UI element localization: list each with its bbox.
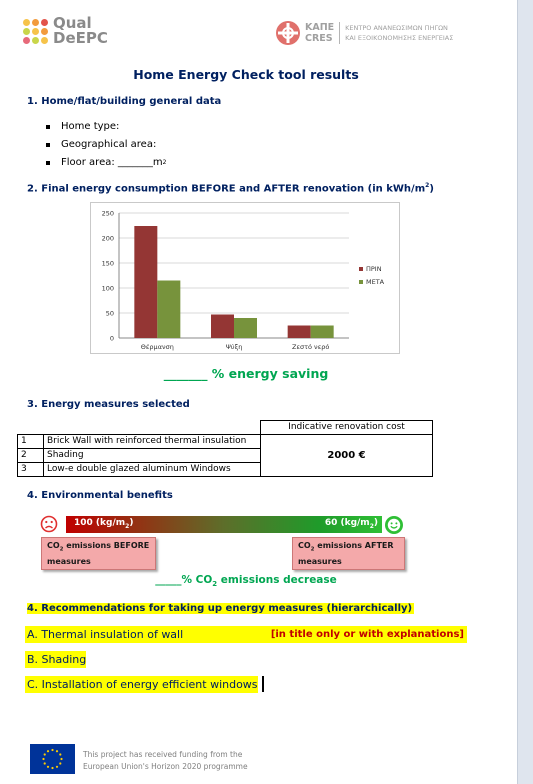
list-item-home-type bbox=[46, 118, 166, 136]
eu-star-icon bbox=[56, 766, 58, 768]
section-4-title: 4. Environmental benefits bbox=[27, 490, 173, 501]
cost-header: Indicative renovation cost bbox=[261, 421, 433, 435]
floor-area-label: Floor area: _______m bbox=[61, 157, 163, 168]
measure-num: 1 bbox=[18, 435, 44, 449]
cres-mark-icon bbox=[275, 20, 301, 46]
y-tick-label: 100 bbox=[101, 284, 114, 293]
y-tick-label: 50 bbox=[105, 309, 114, 318]
energy-saving-text: _______ % energy saving bbox=[163, 366, 329, 381]
eu-star-icon bbox=[47, 766, 49, 768]
y-tick-label: 150 bbox=[101, 259, 114, 268]
x-tick-label: Θέρμανση bbox=[140, 343, 174, 351]
bar-ΠΡΙΝ-1 bbox=[134, 226, 157, 338]
section-2-title-close: ) bbox=[429, 183, 434, 195]
eu-flag-icon bbox=[30, 744, 75, 774]
logo-dot bbox=[23, 37, 30, 44]
logo-dot bbox=[41, 28, 48, 35]
measure-num: 2 bbox=[18, 449, 44, 463]
co2-before-sub: 2 bbox=[59, 546, 64, 553]
y-tick-label: 200 bbox=[101, 234, 114, 243]
funding-line-1: This project has received funding from the bbox=[83, 750, 243, 759]
logo-wordmark bbox=[53, 16, 108, 46]
recommendation-item-c[interactable] bbox=[25, 676, 258, 693]
geo-area-label: Geographical area: bbox=[61, 139, 157, 150]
logo-line-2: DeEPC bbox=[53, 29, 108, 47]
funding-statement bbox=[83, 749, 273, 773]
legend-swatch bbox=[359, 280, 363, 284]
happy-face-icon bbox=[384, 515, 404, 535]
bullet-icon bbox=[46, 125, 50, 129]
general-data-list bbox=[46, 118, 166, 172]
page-title: Home Energy Check tool results bbox=[133, 67, 359, 82]
bar-ΜΕΤΑ-1 bbox=[157, 281, 180, 339]
eu-star-icon bbox=[60, 758, 62, 760]
table-header-empty bbox=[18, 421, 261, 435]
after-value-close: ) bbox=[373, 518, 378, 528]
logo-dot bbox=[23, 28, 30, 35]
bar-ΜΕΤΑ-2 bbox=[234, 318, 257, 338]
recommendation-a-text: A. Thermal insulation of wall bbox=[27, 628, 184, 641]
x-tick-label: Ψύξη bbox=[225, 343, 243, 351]
qualdeepc-logo bbox=[23, 16, 108, 46]
logo-dot bbox=[23, 19, 30, 26]
co2-before-box bbox=[41, 537, 156, 570]
logo-dot bbox=[41, 37, 48, 44]
recommendation-c-text: C. Installation of energy efficient windows bbox=[27, 678, 258, 691]
logo-line-1: Qual bbox=[53, 14, 92, 32]
section-3-title: 3. Energy measures selected bbox=[27, 399, 190, 410]
measure-label: Brick Wall with reinforced thermal insulation bbox=[44, 435, 261, 449]
logo-dot bbox=[32, 37, 39, 44]
section-2-title-text: 2. Final energy consumption BEFORE and AFTER renovation (in kWh/m bbox=[27, 183, 426, 195]
cres-logo bbox=[275, 20, 453, 46]
logo-divider bbox=[339, 22, 340, 44]
measure-num: 3 bbox=[18, 463, 44, 477]
cres-desc-line-1: ΚΕΝΤΡΟ ΑΝΑΝΕΩΣΙΜΩΝ ΠΗΓΩΝ bbox=[345, 24, 448, 32]
logo-dot bbox=[32, 28, 39, 35]
co2-before-prefix: CO bbox=[47, 541, 60, 550]
window-scroll-margin bbox=[517, 0, 533, 784]
after-value-text: 60 (kg/m bbox=[324, 518, 370, 528]
eu-flag-background bbox=[30, 744, 75, 774]
text-cursor bbox=[262, 676, 264, 692]
bullet-icon bbox=[46, 161, 50, 165]
co2-decrease-suffix: emissions decrease bbox=[217, 574, 337, 586]
bar-ΠΡΙΝ-2 bbox=[211, 315, 234, 339]
eu-star-icon bbox=[59, 762, 61, 764]
eu-star-icon bbox=[59, 753, 61, 755]
energy-chart-svg bbox=[91, 203, 401, 355]
cost-value: 2000 € bbox=[261, 435, 433, 477]
recommendation-b-text: B. Shading bbox=[27, 653, 87, 666]
cres-desc-line-2: ΚΑΙ ΕΞΟΙΚΟΝΟΜΗΣΗΣ ΕΝΕΡΓΕΙΑΣ bbox=[345, 34, 454, 42]
measure-label: Low-e double glazed aluminum Windows bbox=[44, 463, 261, 477]
eu-star-icon bbox=[47, 750, 49, 752]
recommendation-item-b[interactable] bbox=[25, 651, 86, 668]
section-2-title-sup: 2 bbox=[425, 182, 430, 189]
legend-swatch bbox=[359, 267, 363, 271]
legend-label: ΜΕΤΑ bbox=[366, 278, 385, 286]
logo-dot bbox=[32, 19, 39, 26]
y-tick-label: 0 bbox=[109, 334, 114, 343]
co2-after-prefix: CO bbox=[298, 541, 311, 550]
table-row bbox=[18, 435, 433, 449]
eu-star-icon bbox=[44, 753, 46, 755]
after-emissions-value bbox=[325, 518, 378, 530]
co2-after-text: emissions AFTER measures bbox=[298, 541, 394, 566]
logo-dot bbox=[41, 19, 48, 26]
section-1-title: 1. Home/flat/building general data bbox=[27, 96, 222, 107]
eu-star-icon bbox=[51, 767, 53, 769]
emissions-gradient-bar bbox=[66, 516, 382, 533]
cres-description bbox=[345, 23, 453, 43]
energy-chart bbox=[90, 202, 400, 354]
co2-after-box bbox=[292, 537, 405, 570]
measure-label: Shading bbox=[44, 449, 261, 463]
x-tick-label: Ζεστό νερό bbox=[292, 343, 330, 351]
floor-area-unit-sup: 2 bbox=[162, 159, 167, 166]
bullet-icon bbox=[46, 143, 50, 147]
eu-star-icon bbox=[51, 749, 53, 751]
logo-dots-icon bbox=[23, 19, 48, 44]
cres-name-english: CRES bbox=[305, 33, 333, 44]
co2-before-text: emissions BEFORE measures bbox=[47, 541, 150, 566]
co2-decrease-prefix: _____% CO bbox=[155, 574, 213, 586]
recommendation-note: [in title only or with explanations] bbox=[270, 629, 464, 640]
legend-label: ΠΡΙΝ bbox=[366, 265, 382, 273]
list-item-floor-area bbox=[46, 154, 166, 172]
sad-face-icon bbox=[40, 515, 58, 533]
eu-star-icon bbox=[44, 762, 46, 764]
before-value-sub: 2 bbox=[125, 522, 130, 530]
section-2-title bbox=[27, 182, 434, 194]
list-item-geo-area bbox=[46, 136, 166, 154]
after-value-sub: 2 bbox=[369, 522, 374, 530]
cres-name-greek: ΚΑΠΕ bbox=[305, 22, 335, 33]
before-value-text: 100 (kg/m bbox=[74, 518, 126, 528]
home-type-label: Home type: bbox=[61, 121, 120, 132]
co2-decrease-sub: 2 bbox=[212, 580, 218, 589]
recommendation-item-a[interactable] bbox=[25, 626, 467, 643]
y-tick-label: 250 bbox=[101, 209, 114, 218]
funding-line-2: European Union's Horizon 2020 programme bbox=[83, 762, 248, 771]
cres-names bbox=[305, 22, 334, 44]
table-header-row bbox=[18, 421, 433, 435]
measures-table bbox=[17, 420, 433, 477]
eu-star-icon bbox=[42, 758, 44, 760]
recommendations-title: 4. Recommendations for taking up energy measures (hierarchically) bbox=[27, 603, 413, 614]
co2-after-sub: 2 bbox=[310, 546, 315, 553]
before-value-close: ) bbox=[129, 518, 134, 528]
eu-star-icon bbox=[56, 750, 58, 752]
bar-ΠΡΙΝ-3 bbox=[288, 326, 311, 339]
co2-decrease-text bbox=[0, 574, 492, 588]
bar-ΜΕΤΑ-3 bbox=[311, 326, 334, 339]
before-emissions-value bbox=[74, 518, 133, 530]
